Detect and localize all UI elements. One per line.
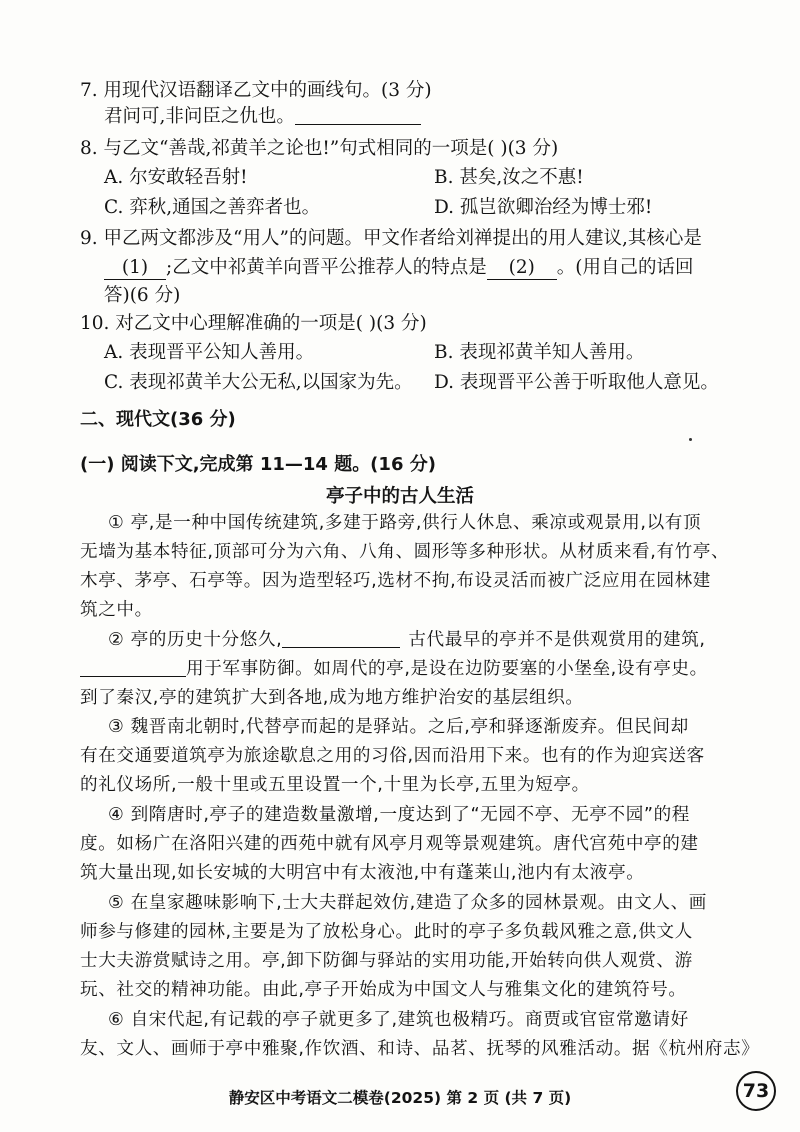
article-line: 到了秦汉,亭的建筑扩大到各地,成为地方维护治安的基层组织。 — [80, 688, 584, 708]
article-line: 木亭、茅亭、石亭等。因为造型轻巧,选材不拘,布设灵活而被广泛应用在园林建 — [80, 571, 711, 591]
page-number-badge: 73 — [736, 1071, 776, 1111]
article-line: 友、文人、画师于亭中雅聚,作饮酒、和诗、品茗、抚琴的风雅活动。据《杭州府志》 — [80, 1039, 760, 1059]
article-line: 筑大量出现,如长安城的大明宫中有太液池,中有蓬莱山,池内有太液亭。 — [80, 863, 645, 883]
article-line: ⑤ 在皇家趣味影响下,士大夫群起效仿,建造了众多的园林景观。由文人、画 — [108, 893, 707, 913]
article-title: 亭子中的古人生活 — [325, 486, 474, 507]
question-10-option-d[interactable]: D. 表现晋平公善于听取他人意见。 — [434, 372, 719, 393]
question-8-option-a[interactable]: A. 尔安敢轻吾射! — [104, 167, 248, 188]
article-line: ③ 魏晋南北朝时,代替亭而起的是驿站。之后,亭和驿逐渐废弃。但民间却 — [108, 717, 689, 737]
section-2-heading: 二、现代文(36 分) — [80, 409, 236, 430]
subsection-1-heading: (一) 阅读下文,完成第 11—14 题。(16 分) — [80, 454, 436, 475]
question-9-mid-text: ;乙文中祁黄羊向晋平公推荐人的特点是 — [166, 257, 487, 278]
question-9-line3: 答)(6 分) — [104, 285, 181, 306]
question-7-prompt: 7. 用现代汉语翻译乙文中的画线句。(3 分) — [80, 80, 432, 101]
question-9-blank-1[interactable]: (1) — [104, 257, 166, 280]
article-line: 有在交通要道筑亭为旅途歇息之用的习俗,因而沿用下来。也有的作为迎宾送客 — [80, 746, 705, 766]
question-8-option-c[interactable]: C. 弈秋,通国之善弈者也。 — [104, 197, 321, 218]
stray-mark — [689, 438, 692, 441]
question-8-prompt: 8. 与乙文“善哉,祁黄羊之论也!”句式相同的一项是( )(3 分) — [80, 138, 559, 159]
question-9-prompt: 9. 甲乙两文都涉及“用人”的问题。甲文作者给刘禅提出的用人建议,其核心是 — [80, 228, 702, 249]
question-8-option-b[interactable]: B. 甚矣,汝之不惠! — [434, 167, 584, 188]
paragraph-2-cont: 古代最早的亭并不是供观赏用的建筑, — [408, 630, 706, 650]
question-7-sentence-text: 君问可,非问臣之仇也。 — [104, 106, 295, 127]
article-line — [80, 656, 708, 682]
question-8-option-d[interactable]: D. 孤岂欲卿治经为博士邪! — [434, 197, 653, 218]
article-line: 度。如杨广在洛阳兴建的西苑中就有风亭月观等景观建筑。唐代宫苑中亭的建 — [80, 834, 699, 854]
paragraph-2-line2: 用于军事防御。如周代的亭,是设在边防要塞的小堡垒,设有亭史。 — [186, 659, 708, 679]
question-10-option-c[interactable]: C. 表现祁黄羊大公无私,以国家为先。 — [104, 372, 413, 393]
article-blank-1[interactable] — [282, 629, 400, 648]
article-line: 筑之中。 — [80, 600, 153, 620]
question-9-blank-2[interactable]: (2) — [487, 257, 557, 280]
question-9-line2 — [104, 255, 693, 281]
article-line: 玩、社交的精神功能。由此,亭子开始成为中国文人与雅集文化的建筑符号。 — [80, 980, 687, 1000]
article-blank-2[interactable] — [80, 658, 186, 677]
page-footer: 静安区中考语文二模卷(2025) 第 2 页 (共 7 页) — [228, 1089, 572, 1107]
article-line: ⑥ 自宋代起,有记载的亭子就更多了,建筑也极精巧。商贾或官宦常邀请好 — [108, 1010, 689, 1030]
question-10-option-a[interactable]: A. 表现晋平公知人善用。 — [104, 342, 315, 363]
article-line: 的礼仪场所,一般十里或五里设置一个,十里为长亭,五里为短亭。 — [80, 775, 590, 795]
article-line: 无墙为基本特征,顶部可分为六角、八角、圆形等多种形状。从材质来看,有竹亭、 — [80, 542, 730, 562]
question-7-answer-blank[interactable] — [295, 106, 421, 125]
article-line — [108, 627, 706, 653]
article-line: ④ 到隋唐时,亭子的建造数量激增,一度达到了“无园不亭、无亭不园”的程 — [108, 805, 691, 825]
article-line: ① 亭,是一种中国传统建筑,多建于路旁,供行人休息、乘凉或观景用,以有顶 — [108, 513, 702, 533]
question-10-prompt: 10. 对乙文中心理解准确的一项是( )(3 分) — [80, 313, 427, 334]
article-line: 士大夫游赏赋诗之用。亭,卸下防御与驿站的实用功能,开始转向供人观赏、游 — [80, 951, 693, 971]
question-10-option-b[interactable]: B. 表现祁黄羊知人善用。 — [434, 342, 645, 363]
article-line: 师参与修建的园林,主要是为了放松身心。此时的亭子多负载风雅之意,供文人 — [80, 922, 693, 942]
paragraph-2-start: ② 亭的历史十分悠久, — [108, 630, 283, 650]
question-7-sentence — [104, 104, 421, 130]
question-9-end-text: 。(用自己的话回 — [556, 257, 694, 278]
